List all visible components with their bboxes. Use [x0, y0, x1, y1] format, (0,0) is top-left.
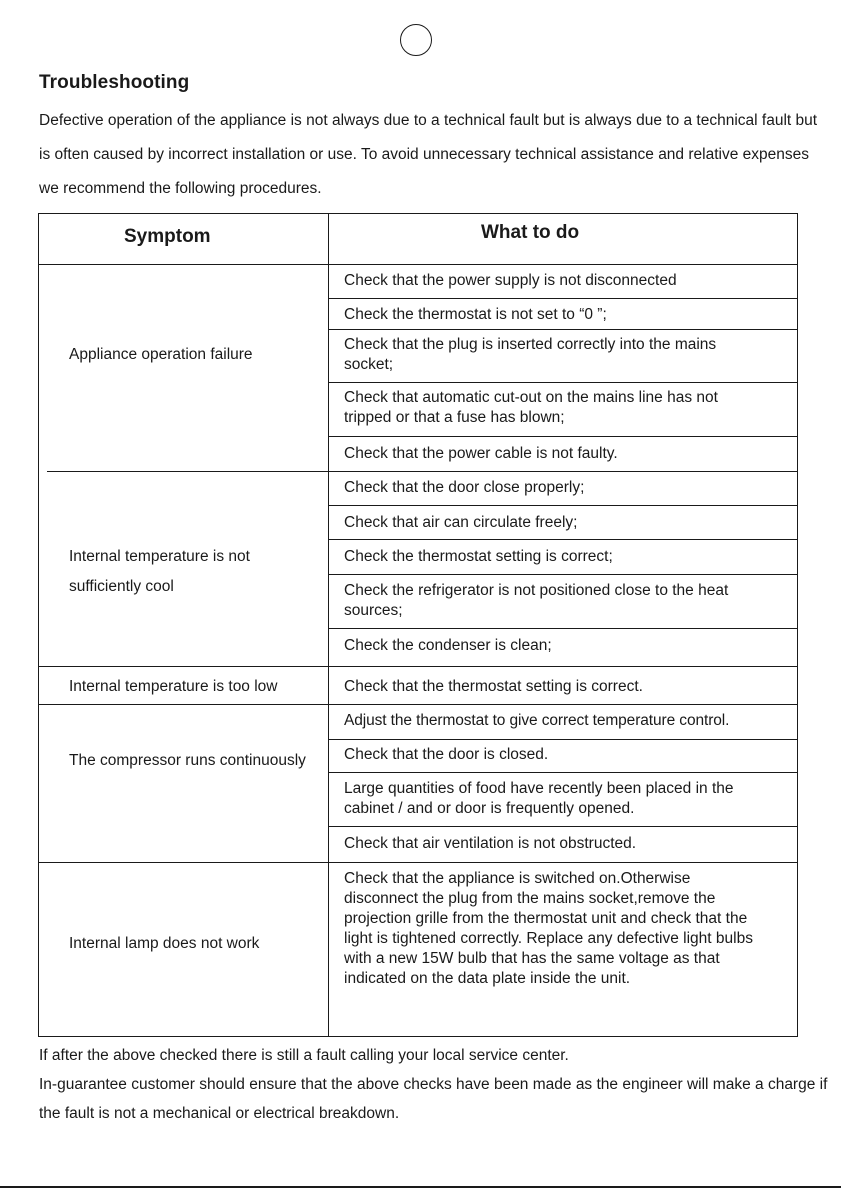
action-cell: Large quantities of food have recently been placed in the cabinet / and or door is frequently opened.: [344, 780, 734, 817]
row-divider: [328, 628, 797, 629]
row-divider: [328, 826, 797, 827]
group-divider: [39, 666, 797, 667]
row-divider: [328, 574, 797, 575]
page-title: Troubleshooting: [39, 72, 190, 93]
row-divider: [328, 739, 797, 740]
header-divider: [39, 264, 797, 265]
action-cell: Check that the power cable is not faulty.: [344, 445, 618, 462]
action-cell: Check that the appliance is switched on.Otherwise disconnect the plug from the mains socket,remove the projection grille from the thermostat unit and check that the light is tightened correctly. Replace any defective light bulbs with a new 15W bulb that has the same voltage as that indicated on the data plate inside the unit.: [344, 870, 753, 987]
header-what-to-do: What to do: [481, 222, 580, 243]
action-cell: Check that the door is closed.: [344, 746, 549, 763]
row-divider: [328, 329, 797, 330]
action-cell: Check that the plug is inserted correctly into the mains socket;: [344, 336, 717, 373]
header-symptom: Symptom: [124, 226, 211, 247]
symptom-cell: Appliance operation failure: [69, 346, 253, 363]
row-divider: [328, 436, 797, 437]
footer-line: In-guarantee customer should ensure that the above checks have been made as the engineer will make a charge if the fault is not a mechanical or electrical breakdown.: [39, 1076, 828, 1122]
row-divider: [328, 382, 797, 383]
row-divider: [328, 298, 797, 299]
action-cell: Check that automatic cut-out on the mains line has not tripped or that a fuse has blown;: [344, 389, 718, 426]
symptom-cell: Internal temperature is not sufficiently cool: [69, 548, 250, 595]
group-divider: [39, 862, 797, 863]
action-cell: Check that air ventilation is not obstructed.: [344, 835, 637, 852]
footer-notes: [39, 1041, 829, 1128]
action-cell: Check the refrigerator is not positioned close to the heat sources;: [344, 582, 729, 619]
action-cell: Check the thermostat is not set to “0 ”;: [344, 306, 607, 323]
column-divider: [328, 214, 329, 1036]
action-cell: Check that the power supply is not disconnected: [344, 272, 677, 289]
footer-line: If after the above checked there is still a fault calling your local service center.: [39, 1047, 569, 1064]
action-cell: Check the condenser is clean;: [344, 637, 552, 654]
row-divider: [328, 539, 797, 540]
symptom-cell: The compressor runs continuously: [69, 752, 306, 769]
symptom-cell: Internal temperature is too low: [69, 678, 278, 695]
action-cell: Check that the thermostat setting is correct.: [344, 678, 643, 695]
action-cell: Check the thermostat setting is correct;: [344, 548, 613, 565]
action-cell: Check that the door close properly;: [344, 479, 585, 496]
page-number-circle: [400, 24, 432, 56]
group-divider: [39, 704, 797, 705]
row-divider: [328, 772, 797, 773]
symptom-cell: Internal lamp does not work: [69, 935, 260, 952]
action-cell: Adjust the thermostat to give correct temperature control.: [344, 712, 730, 729]
bottom-rule: [0, 1186, 841, 1188]
troubleshooting-table: [38, 213, 798, 1037]
group-divider: [47, 471, 797, 472]
intro-paragraph: Defective operation of the appliance is not always due to a technical fault but is always due to a technical fault but is often caused by incorrect installation or use. To avoid unnecessary technical assistance and relative expenses we recommend the following procedures.: [39, 112, 818, 197]
row-divider: [328, 505, 797, 506]
action-cell: Check that air can circulate freely;: [344, 514, 578, 531]
